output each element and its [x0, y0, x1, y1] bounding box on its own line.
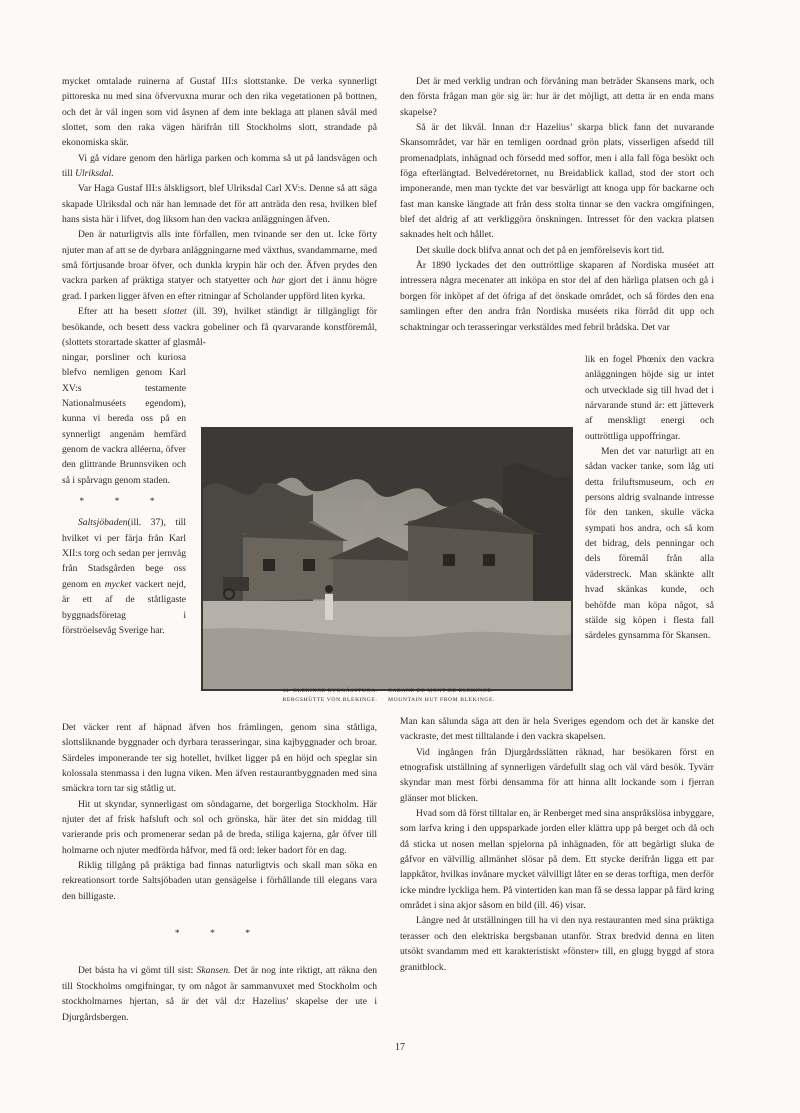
caption-left — [270, 687, 390, 705]
page-number: 17 — [395, 1042, 405, 1053]
section-separator: * * * — [174, 928, 265, 940]
paragraph: Vid ingången från Djurgårdsslätten räknad, har besökaren först en etnografisk utställning af synnerligen värdefullt slag och väl värd besök. Tyvärr skyndar man mest förbi densamma för att hinna allt lockande som i fjerran glänser mot blicken. — [400, 746, 714, 804]
caption-german: BERGSHÜTTE VON BLEKINGE. — [282, 697, 378, 703]
paragraph: mycket omtalade ruinerna af Gustaf III:s slottstanke. De verka synnerligt pittoreska nu med sina öfvervuxna murar och den rika vegetationen på bottnen, och det är väl ingen som vid åsynen af dem inte beklaga att planen såväl med slottet, som den raka vägen härifrån till Stockholms slott, strandade på ekonomiska skär. — [62, 76, 377, 149]
left-column-bottom — [62, 720, 377, 1025]
paragraph: Efter att ha besett slottet (ill. 39), hvilket ständigt är tillgängligt för besökande, och besett dess vackra gobeliner och få qvarvarande konstföremål, (slottets storartade skatter af glasmål- — [62, 306, 378, 348]
paragraph: Hit ut skyndar, synnerligast om söndagarne, det borgerliga Stockholm. Här njuter det af frisk hafsluft och sol och grönska, här äter det sin middag till varierande pris och promenerar sedan på de breda, stiliga kajerna, går öfver till holmarne och njuter medförda håfvor, med få ord: leker badort för en dag. — [62, 798, 377, 856]
paragraph: Det väcker rent af häpnad äfven hos främlingen, genom sina ståtliga, slottsliknande byggnader och dyrbara terasseringar, sina kajbyggnader och broar. Särdeles imponerande ter sig hotellet, hvilket ligger på en höjd och speglar sin kolossala stenmassa i den lugna viken. Men äfven restaurantbyggnaden med sina smäckra torn tar sig ståtlig ut. — [62, 722, 377, 795]
paragraph: Vi gå vidare genom den härliga parken och komma så ut på landsvägen och till Ulriksdal. — [62, 152, 377, 180]
paragraph: Längre ned åt utställningen till ha vi den nya restauranten med sina präktiga terasser och den elektriska bergsbanan utanför. Strax bredvid denna en liten utsökt svandamm med ett karakteristiskt »fönster» till, en glugg byggd af stora granitblock. — [400, 915, 714, 973]
paragraph: Det bästa ha vi gömt till sist: Skansen. Det är nog inte riktigt, att räkna den till Stockholms omgifningar, ty om något är sammanvuxet med Stockholm och stockholmarnes hjertan, så är det väl d:r Hazelius’ skapelse der ute i Djurgårdsbergen. — [62, 965, 378, 1023]
paragraph: Den är naturligtvis alls inte förfallen, men tvinande ser den ut. Icke förty njuter man af att se de dyrbara anläggningarne med växthus, svandammarne, med små förtjusande broar öfver, och dunkla krypin här och der. Äfven prydes den vackra parken af präktiga statyer och statyetter och har gjort det i ännu högre grad. I parken ligger äfven en efter ritningar af Scholander uppförd liten kyrka. — [62, 229, 377, 302]
caption-french: CABANE DE MONT DE BLEKINGE. — [388, 688, 494, 694]
section-separator: * * * — [79, 496, 169, 508]
caption-english: MOUNTAIN HUT FROM BLEKINGE. — [388, 697, 496, 703]
paragraph: Riklig tillgång på präktiga bad finnas naturligtvis och skall man söka en rekreationsort torde Saltsjöbaden utan gensägelse i förhållande till elegans vara den billigaste. — [62, 860, 377, 902]
left-column-narrow — [62, 350, 186, 638]
paragraph: Man kan sålunda säga att den är hela Sveriges egendom och det är kanske det vackraste, det mest tilltalande i den vackra skapelsen. — [400, 716, 714, 743]
caption-swedish: 44. BLEKINGE RYGGÅSSTUGA. — [282, 688, 378, 694]
paragraph: Så är det likväl. Innan d:r Hazelius’ skarpa blick fann det nuvarande Skansområdet, var här en temligen oordnad grön plats, visserligen afsedd till promenadplats, inhägnad och försedd med soffor, men i alla fall föga besökt och föga efterlängtad. Belvedéretornet, nu Breidablick kallad, stod der stort och imponerande, men man tyckte det var besvärligt att knoga upp för backarne och fast man kanske längtade att från dess stolta tinnar se den vackra omgifningen, blef det aldrig af att verkliggöra önskningen. Intresset för den vackra platsen saknades helt och hållet. — [400, 122, 714, 241]
paragraph: lik en fogel Phœnix den vackra anläggningen höjde sig ur intet och utvecklade sig till hvad det i närvarande stund är: ett jätteverk af menskligt energi och outtröttliga uppoffringar. — [585, 354, 714, 442]
paragraph: Hvad som då först tilltalar en, är Renberget med sina anspråkslösa inbyggare, som larfva kring i den uppsparkade jorden eller klättra upp på berget och då och då sticka ut nosen mellan spjelorna på inhägnaden, för att begärligt sluka de gåfvor en välvillig allmänhet slösar på dem. Ett stycke derifrån ligga ett par lappkåtor, hvilkas invånare mycket välvilligt låter en se deras torftiga, men derför icke mindre lyckliga hem. På vintertiden kan man få se dessa lappar på färd kring området i sina akjor såsom en bild (ill. 46) visar. — [400, 808, 714, 912]
paragraph: Det är med verklig undran och förvåning man beträder Skansens mark, och den första frågan man gör sig är: hur är det möjligt, att detta är en enda mans skapelse? — [400, 76, 714, 118]
right-column-bottom — [400, 714, 714, 975]
paragraph: År 1890 lyckades det den outtröttlige skaparen af Nordiska muséet att intressera några mecenater att inköpa en stor del af den härliga platsen och gå i borgen för inköpet af det öfriga af det önskade området, och så fördes den ena samlingen efter den andra från Nordiska muséets rika förråd dit upp och schaktningar och terasseringar verkstäldes med febril brådska. Det var — [400, 260, 714, 333]
paragraph: Men det var naturligt att en sådan vacker tanke, som låg uti detta friluftsmuseum, och en persons aldrig svalnande intresse för den tanken, skulle väcka sympati hos andra, och så kom det bidrag, dels penningar och dels föremål från alla väderstreck. Man skänkte allt hvad skänkas kunde, och behöfde man köpa något, så stälde sig köpen i flesta fall särdeles gynsamma för Skansen. — [585, 446, 714, 642]
paragraph: ningar, porsliner och kuriosa blefvo nemligen genom Karl XV:s testamente Nationalmuséets egendom), kunna vi bereda oss på en synnerligt angenäm hemfärd genom de vackra alléerna, öfver den glittrande Brunnsviken och så i spårvagn genom staden. — [62, 352, 186, 486]
paragraph: Var Haga Gustaf III:s älskligsort, blef Ulriksdal Carl XV:s. Denne så att säga skapade Ulriksdal och när han lemnade det för att anträda den resa, hvilken blef hans sista här i lifvet, dog liksom han den vackra anläggningen äfven. — [62, 183, 377, 226]
right-column-narrow — [585, 352, 714, 644]
paragraph: Saltsjöbaden(ill. 37), till hvilket vi per färja från Karl XII:s torg och sedan per jernväg från Stadsgården bege oss genom en mycket vackert nejd, är ett af de ståtligaste byggnadsföretag i förströelsevåg Sverige har. — [62, 517, 186, 636]
right-column-top — [400, 74, 714, 335]
photograph-mountain-hut — [201, 427, 573, 691]
paragraph: Det skulle dock blifva annat och det på en jemförelsevis kort tid. — [416, 244, 665, 256]
caption-right — [388, 687, 548, 705]
left-column-top — [62, 74, 377, 350]
